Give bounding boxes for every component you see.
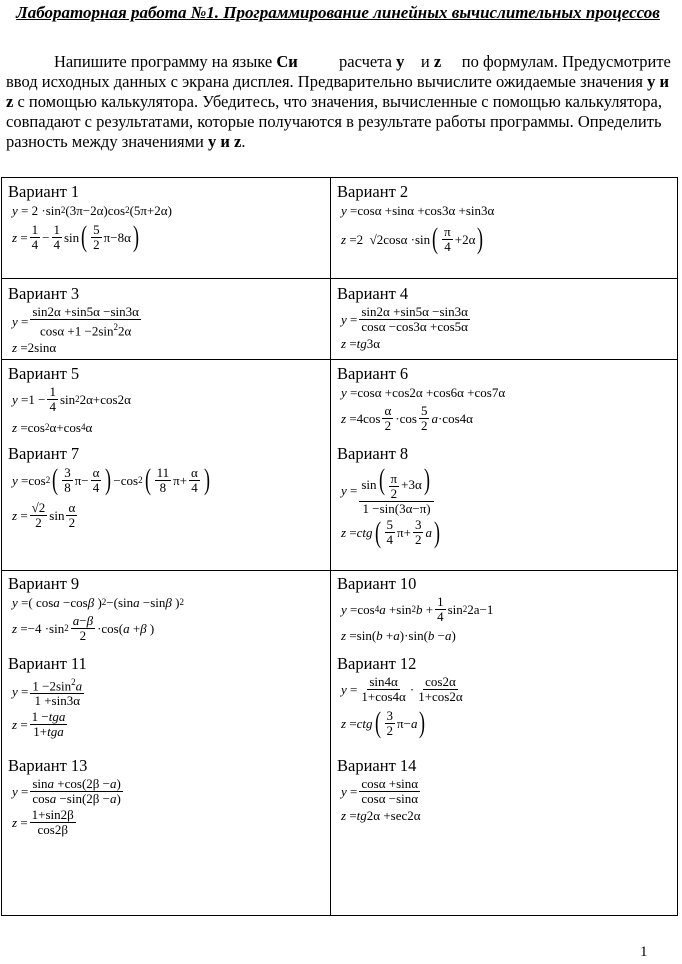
formula-y: y = 2 ·sin 2 (3π−2α)cos 2 (5π+2α)	[12, 203, 172, 218]
formula-z: z =2sinα	[12, 340, 57, 356]
var-yz-2: y и z	[207, 132, 242, 151]
formula-y: y = $\frac{\sin 2\alpha +\sin 5\alpha -\sin 3\alpha}{\cos\alpha +1 -2\sin^22\alpha}$	[12, 304, 139, 339]
page-number: 1	[640, 944, 648, 960]
formula-y: y = $\frac{\cos\alpha +\sin\alpha}{\cos\alpha -\sin\alpha}$	[341, 776, 419, 806]
formula-z: z = tg 2α +sec2α	[341, 808, 421, 823]
formula-z: z = tg 3α	[341, 336, 381, 351]
formula-z: z =sin( b + a )·sin( b − a )	[341, 628, 456, 643]
intro-end: .	[241, 132, 246, 151]
formula-z: z =−4 ·sin 2 $\frac{a-\beta}{2}$ ·cos( a + β )	[12, 613, 155, 643]
var-yz-1: y и z	[6, 72, 669, 111]
table-row-divider	[2, 359, 677, 360]
variant-10	[337, 574, 493, 643]
formula-y: y = sin( $\frac{\pi}{2}$ +3α) 1 −sin(3α−π)	[341, 465, 442, 516]
table-column-divider	[330, 178, 331, 915]
variant-7	[8, 444, 212, 530]
formula-y: y = $\frac{1 -2\sin^2a}{1 +\sin 3\alpha}$	[12, 677, 83, 709]
formula-y: y = $\frac{\sin 4\alpha}{1+\cos 4\alpha}$ · $\frac{\cos 2\alpha}{1+\cos 2\alpha}$	[341, 674, 463, 704]
formula-y: y =1 − $\frac{1}{4}$ sin 2 2α+cos2α	[12, 384, 131, 414]
var-z: z	[433, 52, 442, 71]
variant-14	[337, 756, 422, 823]
variants-table	[1, 177, 678, 916]
formula-y: y = $\frac{\sin a +\cos(2\beta -a)}{\cos a -\sin(2\beta -a)}$	[12, 776, 121, 806]
variant-label: Вариант 9	[8, 574, 80, 593]
formula-z: z = $\frac{\text{1 −tga}}{\text{1+tga}}$	[12, 709, 66, 740]
variant-1	[8, 182, 172, 252]
variant-label: Вариант 4	[337, 284, 409, 303]
variant-label: Вариант 1	[8, 182, 80, 201]
variant-label: Вариант 5	[8, 364, 80, 383]
formula-y: y = $\frac{\sin 2\alpha +\sin 5\alpha -\sin 3\alpha}{\cos\alpha -\cos 3\alpha +\cos 5\alpha}$	[341, 304, 468, 334]
language-name: Си	[276, 52, 298, 71]
intro-text-3: по формулам. Предусмотрите ввод исходных данных с экрана дисплея. Предварительно вычислите ожидаемые значения	[6, 52, 671, 91]
variant-label: Вариант 14	[337, 756, 417, 775]
intro-and: и	[420, 52, 430, 71]
variant-12	[337, 654, 467, 738]
variant-4	[337, 284, 472, 351]
formula-y: y =cosα +cos2α +cos6α +cos7α	[341, 385, 506, 400]
variant-11	[8, 654, 87, 739]
intro-text-2: расчета	[339, 52, 392, 71]
formula-z: z = $\frac{√2}{2}$ sin $\frac{\alpha}{2}$	[12, 500, 76, 530]
variant-2	[337, 182, 494, 254]
variant-label: Вариант 11	[8, 654, 87, 673]
formula-z: z = $\frac{1+\sin 2\beta}{\cos 2\beta}$	[12, 807, 74, 837]
variant-label: Вариант 10	[337, 574, 417, 593]
variant-13	[8, 756, 125, 837]
formula-z: z = $\frac{1}{4}$ − $\frac{1}{4}$ sin ( $\frac{5}{2}$ π−8α )	[12, 220, 139, 253]
variant-9	[8, 574, 184, 643]
formula-z: z =4cos $\frac{\alpha}{2}$ ·cos $\frac{5}{2}$ a ·cos4α	[341, 403, 473, 433]
page-title: Лабораторная работа №1. Программирование линейных вычислительных процессов	[16, 3, 660, 22]
formula-z: z = ctg ( $\frac{5}{4}$ π+ $\frac{3}{2}$ a )	[341, 515, 440, 549]
formula-z: z = ctg ( $\frac{3}{2}$ π− a )	[341, 706, 426, 739]
formula-z: z =cos 2 α+cos 4 α	[12, 420, 93, 435]
variant-label: Вариант 13	[8, 756, 88, 775]
var-y: y	[396, 52, 405, 71]
variant-6	[337, 364, 505, 433]
variant-label: Вариант 12	[337, 654, 417, 673]
table-row-divider	[2, 570, 677, 571]
variant-8	[337, 444, 442, 548]
task-description	[6, 52, 674, 152]
formula-z: z =2 √2cosα ·sin ( $\frac{\pi}{4}$ +2α )	[341, 222, 484, 255]
variant-5	[8, 364, 131, 435]
formula-y: y =cos 2 ( $\frac{3}{8}$ π− $\frac{\alpha}{4}$ ) −cos 2 ( $\frac{11}{8}$ π+ $\frac{\alpha}{4}$ )	[12, 463, 210, 496]
variant-label: Вариант 2	[337, 182, 409, 201]
formula-y: y =cos 4 a +sin 2 b + $\frac{1}{4}$ sin 2 2a−1	[341, 594, 494, 624]
variant-label: Вариант 6	[337, 364, 409, 383]
variant-label: Вариант 3	[8, 284, 80, 303]
intro-text-1: Напишите программу на языке	[54, 52, 273, 71]
formula-y: y =( cos a −cos β ) 2 −(sin a −sin β ) 2	[12, 595, 184, 610]
variant-label: Вариант 7	[8, 444, 80, 463]
variant-label: Вариант 8	[337, 444, 409, 463]
intro-text-4: с помощью калькулятора. Убедитесь, что значения, вычисленные с помощью калькулятора, совпадают с результатами, которые получаются в результате работы программы. Определить разность между значениями	[6, 92, 662, 151]
formula-y: y =cosα +sinα +cos3α +sin3α	[341, 203, 495, 218]
variant-3	[8, 284, 143, 355]
table-row-divider	[2, 278, 677, 279]
